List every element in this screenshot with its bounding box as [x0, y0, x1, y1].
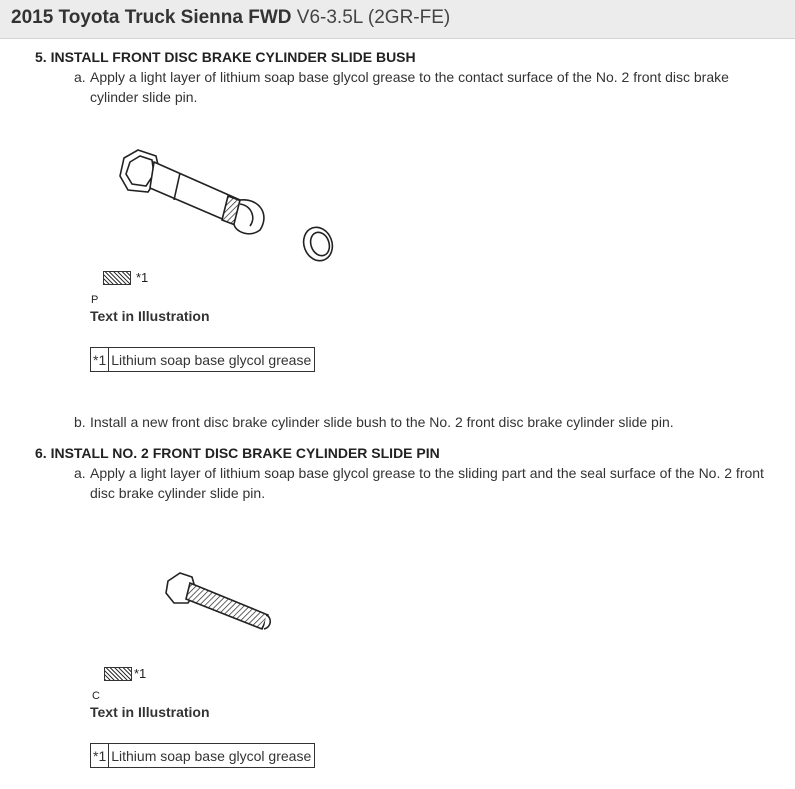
- substep-text: Apply a light layer of lithium soap base glycol grease to the contact surface of the No. 2 front disc brake cylinder slide pin.: [90, 69, 729, 105]
- step-title-text: INSTALL FRONT DISC BRAKE CYLINDER SLIDE BUSH: [50, 49, 416, 65]
- grease-legend-swatch: [104, 667, 132, 681]
- step-number: 6.: [35, 445, 47, 461]
- text-in-illustration-table: [90, 743, 315, 768]
- table-value: Lithium soap base glycol grease: [111, 351, 312, 368]
- legend-label: *1: [134, 666, 147, 681]
- step-5-title: [35, 49, 416, 65]
- text-in-illustration-heading: Text in Illustration: [90, 704, 210, 720]
- slide-pin-bush-illustration: [110, 140, 350, 270]
- substep-text: Install a new front disc brake cylinder slide bush to the No. 2 front disc brake cylinder slide pin.: [90, 414, 674, 430]
- text-in-illustration-heading: Text in Illustration: [90, 308, 210, 324]
- step-5a: [74, 67, 770, 107]
- page-header: [0, 0, 795, 39]
- text-in-illustration-table: [90, 347, 315, 372]
- substep-text: Apply a light layer of lithium soap base glycol grease to the sliding part and the seal surface of the No. 2 front disc brake cylinder slide pin.: [90, 465, 764, 501]
- table-key: *1: [91, 348, 109, 371]
- table-value: Lithium soap base glycol grease: [111, 747, 312, 764]
- slide-pin-illustration: [160, 565, 280, 640]
- step-6-title: [35, 445, 440, 461]
- step-title-text: INSTALL NO. 2 FRONT DISC BRAKE CYLINDER SLIDE PIN: [50, 445, 440, 461]
- table-key: *1: [91, 744, 109, 767]
- substep-letter: a.: [74, 465, 86, 481]
- step-6a: [74, 463, 780, 503]
- vehicle-title: [11, 7, 450, 29]
- engine-spec: V6-3.5L (2GR-FE): [296, 7, 451, 28]
- grease-legend-swatch: [103, 271, 131, 285]
- substep-letter: a.: [74, 69, 86, 85]
- step-5b: [74, 412, 770, 432]
- figure-code: C: [92, 690, 100, 702]
- vehicle-name: 2015 Toyota Truck Sienna FWD: [11, 7, 292, 28]
- substep-letter: b.: [74, 414, 86, 430]
- figure-code: P: [91, 294, 99, 306]
- legend-label: *1: [136, 270, 149, 285]
- step-number: 5.: [35, 49, 47, 65]
